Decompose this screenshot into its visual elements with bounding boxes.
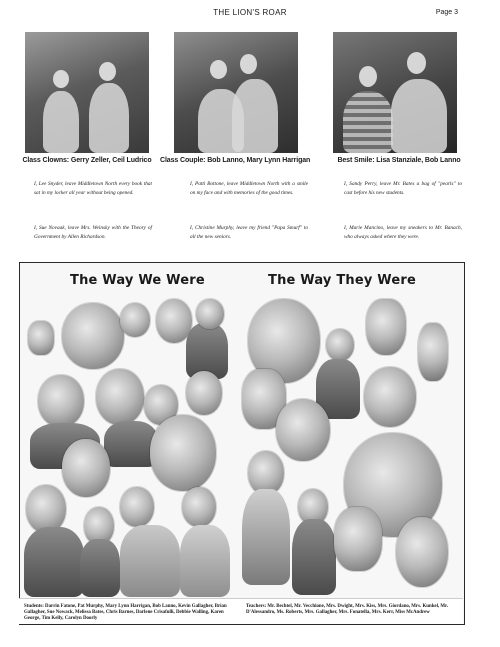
baby-photo <box>120 303 150 337</box>
girl-photo <box>396 517 448 587</box>
toddler-photo <box>26 485 66 533</box>
bonnet-baby-photo <box>366 299 406 355</box>
baby-photo-collage <box>19 262 465 625</box>
child-photo <box>326 329 354 361</box>
best-smile-photo <box>333 32 457 153</box>
toy-bunny-photo <box>28 321 54 355</box>
baby-photo <box>150 415 216 491</box>
toddler-photo <box>38 375 84 427</box>
bonnet-baby-photo <box>334 507 382 571</box>
will-entry: I, Patti Bottone, leave Middletown North with a smile on my face and with memories of the good times. <box>190 181 308 196</box>
baby-photo <box>120 487 154 527</box>
baby-photo <box>62 439 110 497</box>
will-entry: I, Marie Mancino, leave my sneakers to Mr. Banach, who always asked where they were. <box>344 225 462 240</box>
class-couple-caption: Class Couple: Bob Lanno, Mary Lynn Harrigan <box>160 157 311 164</box>
child-photo <box>196 299 224 329</box>
newsletter-title: THE LION'S ROAR <box>213 8 287 17</box>
collage-left-title: The Way We Were <box>70 273 205 288</box>
bonnet-baby-photo <box>276 399 330 461</box>
class-clowns-photo <box>25 32 149 153</box>
will-entry: I, Lee Snyder, leave Middletown North every book that sat in my locker all year without being opened. <box>34 181 152 196</box>
toddler-photo <box>96 369 144 425</box>
collage-right-title: The Way They Were <box>268 273 416 288</box>
child-photo <box>186 371 222 415</box>
baby-photo <box>182 487 216 527</box>
baby-photo <box>62 303 124 369</box>
baby-photo <box>364 367 416 427</box>
class-clowns-caption: Class Clowns: Gerry Zeller, Ceil Ludrico <box>22 157 152 164</box>
child-photo <box>418 323 448 381</box>
class-couple-photo <box>174 32 298 153</box>
teachers-credits: Teachers: Mr. Bechtel, Mr. Vecchione, Mrs. Dwight, Mrs. Kiss, Mrs. Giordano, Mrs. Kunkel, Mr. D'Alessandro, Ms. Roberts, Mrs. Gallagher, Mrs. Fonatella, Mrs. Kerr, Miss McAndrew <box>246 604 448 616</box>
will-entry: I, Sandy Perry, leave Mr. Bates a bag of "pearls" to cast before his new students. <box>344 181 462 196</box>
will-entry: I, Sue Novaak, leave Mrs. Weinsky with the Theory of Government by Allen Richardson. <box>34 225 152 240</box>
best-smile-caption: Best Smile: Lisa Stanziale, Bob Lanno <box>337 157 461 164</box>
students-credits: Students: Darrin Fatone, Pat Murphy, Mary Lynn Harrigan, Bob Lanno, Kevin Gallagher, Brian Gallagher, Sue Nowack, Melissa Bates, Chris Barnes, Darlene Crisafulli, Debbie Walling, Karen George, Tim Kelly, Carolyn Doorly <box>24 604 227 622</box>
page-number: Page 3 <box>435 9 458 16</box>
will-entry: I, Christine Murphy, leave my friend "Papa Smurf" to all the new seniors. <box>190 225 308 240</box>
